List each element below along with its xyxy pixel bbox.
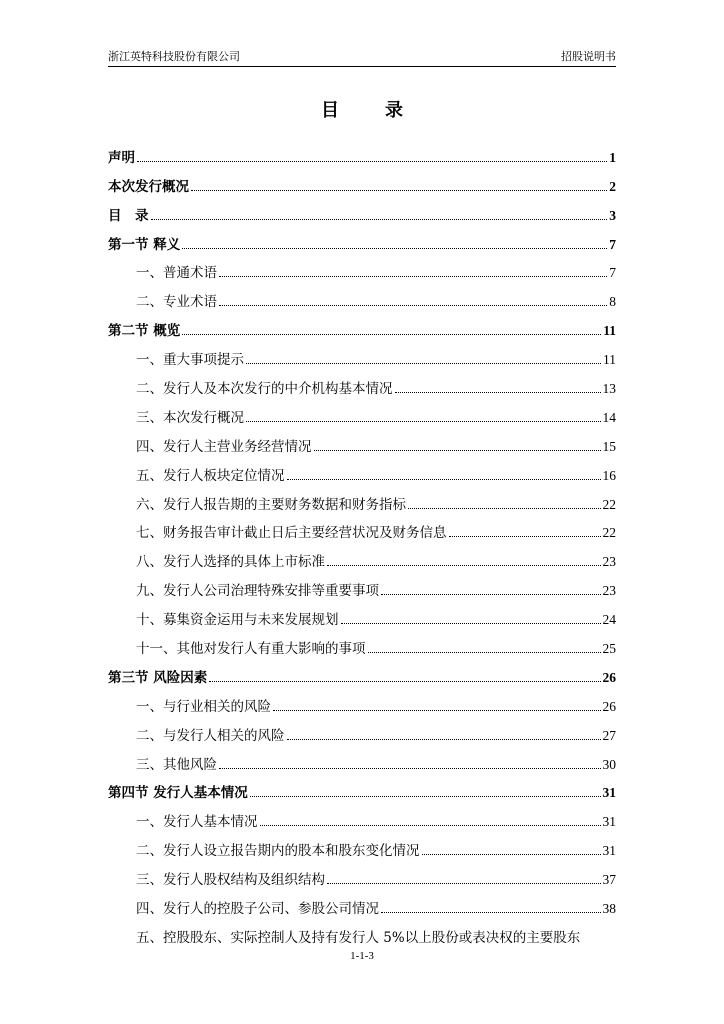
toc-entry[interactable]: [108, 137, 616, 166]
toc-dot-leader: [137, 161, 607, 162]
toc-dot-leader: [191, 190, 607, 191]
toc-entry[interactable]: [108, 859, 616, 888]
toc-dot-leader: [219, 768, 601, 769]
toc-entry-page: 23: [602, 554, 616, 570]
toc-entry-page: 7: [609, 265, 616, 281]
toc-entry-label: 七、财务报告审计截止日后主要经营状况及财务信息: [136, 525, 447, 542]
toc-entry[interactable]: [108, 686, 616, 715]
toc-entry-page: 23: [602, 583, 616, 599]
toc-entry-page: 24: [602, 612, 616, 628]
toc-entry[interactable]: [108, 628, 616, 657]
toc-entry-label: 一、普通术语: [136, 265, 217, 282]
toc-entry-page: 31: [602, 814, 616, 830]
toc-dot-leader: [449, 536, 601, 537]
toc-entry[interactable]: [108, 541, 616, 570]
toc-entry[interactable]: [108, 599, 616, 628]
toc-entry-page: 11: [603, 352, 616, 368]
toc-entry-page: 31: [602, 785, 616, 801]
toc-entry[interactable]: [108, 830, 616, 859]
toc-dot-leader: [287, 739, 601, 740]
toc-entry-page: 37: [602, 872, 616, 888]
toc-entry-page: 30: [602, 756, 616, 772]
toc-entry-label: 第二节 概览: [108, 323, 181, 340]
toc-entry[interactable]: [108, 513, 616, 542]
page-number: 1-1-3: [350, 950, 374, 962]
toc-dot-leader: [287, 479, 601, 480]
toc-entry[interactable]: [108, 368, 616, 397]
toc-entry-label: 本次发行概况: [108, 178, 189, 195]
toc-entry-label: 二、专业术语: [136, 294, 217, 311]
toc-dot-leader: [182, 248, 607, 249]
toc-entry-page: 26: [602, 698, 616, 714]
toc-entry-label: 五、发行人板块定位情况: [136, 467, 285, 484]
toc-entry-label: 二、发行人及本次发行的中介机构基本情况: [136, 381, 393, 398]
toc-entry-page: 7: [609, 236, 616, 252]
toc-entry-label: 九、发行人公司治理特殊安排等重要事项: [136, 583, 379, 600]
toc-dot-leader: [151, 219, 608, 220]
toc-entry-label: 第一节 释义: [108, 236, 181, 253]
toc-entry-page: 1: [609, 149, 616, 165]
toc-dot-leader: [341, 623, 601, 624]
toc-entry[interactable]: [108, 339, 616, 368]
toc-entry[interactable]: [108, 570, 616, 599]
toc-entry[interactable]: [108, 888, 616, 917]
table-of-contents: [108, 137, 616, 946]
toc-entry[interactable]: [108, 397, 616, 426]
toc-entry-label: 六、发行人报告期的主要财务数据和财务指标: [136, 496, 406, 513]
toc-dot-leader: [395, 392, 601, 393]
toc-entry-page: 27: [602, 727, 616, 743]
toc-entry-page: 16: [602, 467, 616, 483]
toc-entry[interactable]: [108, 253, 616, 282]
toc-entry-page: 26: [602, 669, 616, 685]
toc-entry[interactable]: [108, 166, 616, 195]
toc-dot-leader: [422, 854, 601, 855]
toc-entry[interactable]: [108, 773, 616, 802]
toc-dot-leader: [219, 305, 607, 306]
toc-entry[interactable]: [108, 224, 616, 253]
toc-entry-label: 二、与发行人相关的风险: [136, 727, 285, 744]
toc-entry-page: 22: [602, 496, 616, 512]
page-header: [108, 46, 616, 64]
toc-dot-leader: [182, 334, 601, 335]
toc-entry-label: 四、发行人主营业务经营情况: [136, 438, 312, 455]
toc-entry-label: 目 录: [108, 207, 149, 224]
toc-dot-leader: [260, 825, 601, 826]
toc-entry[interactable]: [108, 455, 616, 484]
toc-dot-leader: [314, 450, 601, 451]
toc-entry-label: 一、重大事项提示: [136, 352, 244, 369]
toc-entry[interactable]: [108, 484, 616, 513]
toc-entry-page: 15: [602, 438, 616, 454]
toc-entry-label: 三、其他风险: [136, 756, 217, 773]
header-doc-type: 招股说明书: [561, 50, 616, 63]
toc-entry-page: 31: [602, 843, 616, 859]
toc-dot-leader: [246, 421, 601, 422]
toc-entry[interactable]: [108, 195, 616, 224]
toc-entry-label: 第四节 发行人基本情况: [108, 785, 248, 802]
toc-dot-leader: [368, 652, 601, 653]
toc-entry[interactable]: [108, 310, 616, 339]
toc-dot-leader: [408, 508, 601, 509]
toc-entry-page: 13: [602, 381, 616, 397]
header-company: 浙江英特科技股份有限公司: [108, 50, 240, 63]
toc-dot-leader: [327, 565, 601, 566]
toc-entry-page: 8: [609, 294, 616, 310]
toc-dot-leader: [381, 912, 601, 913]
toc-dot-leader: [250, 796, 601, 797]
toc-entry-page: 2: [609, 178, 616, 194]
toc-entry-label: 十一、其他对发行人有重大影响的事项: [136, 641, 366, 658]
toc-entry-label: 十、募集资金运用与未来发展规划: [136, 612, 339, 629]
toc-dot-leader: [219, 276, 607, 277]
toc-entry-page: 14: [602, 409, 616, 425]
toc-entry-page: 11: [603, 323, 616, 339]
toc-entry-page: 22: [602, 525, 616, 541]
toc-entry[interactable]: [108, 281, 616, 310]
toc-entry[interactable]: [108, 801, 616, 830]
toc-entry-page: 3: [609, 207, 616, 223]
toc-entry-label: 一、与行业相关的风险: [136, 698, 271, 715]
toc-entry-page: 38: [602, 901, 616, 917]
toc-dot-leader: [381, 594, 601, 595]
toc-entry-continued[interactable]: 五、控股股东、实际控制人及持有发行人 5%以上股份或表决权的主要股东: [136, 929, 581, 946]
toc-entry-label: 八、发行人选择的具体上市标准: [136, 554, 325, 571]
toc-entry[interactable]: [108, 426, 616, 455]
toc-entry-label: 四、发行人的控股子公司、参股公司情况: [136, 901, 379, 918]
toc-entry-label: 第三节 风险因素: [108, 669, 208, 686]
toc-entry-label: 二、发行人设立报告期内的股本和股东变化情况: [136, 843, 420, 860]
toc-dot-leader: [246, 363, 601, 364]
toc-entry-label: 三、本次发行概况: [136, 409, 244, 426]
toc-entry-label: 一、发行人基本情况: [136, 814, 258, 831]
toc-dot-leader: [209, 681, 600, 682]
toc-entry-label: 三、发行人股权结构及组织结构: [136, 872, 325, 889]
toc-dot-leader: [273, 710, 601, 711]
toc-entry[interactable]: [108, 715, 616, 744]
toc-dot-leader: [327, 883, 601, 884]
header-rule: [108, 66, 616, 67]
toc-entry-label: 声明: [108, 149, 135, 166]
toc-entry[interactable]: [108, 744, 616, 773]
toc-entry-page: 25: [602, 641, 616, 657]
toc-entry[interactable]: [108, 657, 616, 686]
page-title: 目 录: [321, 100, 417, 121]
